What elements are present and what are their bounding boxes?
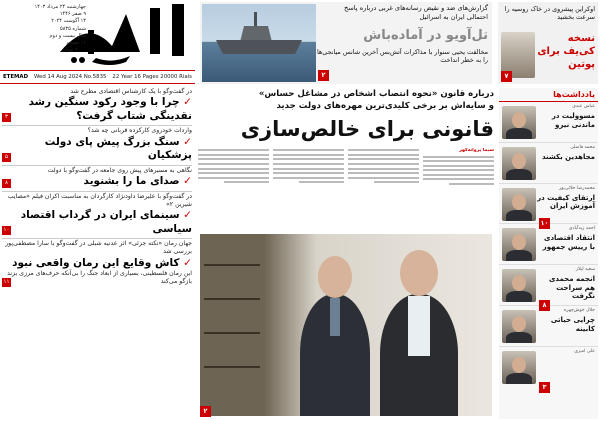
divider <box>2 165 192 166</box>
column-title[interactable]: چرایی حیاتی کابینه <box>550 315 595 333</box>
issue-info-right: 22 Year 16 Pages 20000 Rials <box>112 74 192 80</box>
page-badge: ۸ <box>2 179 11 188</box>
page-badge: ۱۱ <box>3 278 10 285</box>
main-photo <box>200 234 492 416</box>
brand-latin: ETEMAD <box>3 74 29 80</box>
left-column <box>2 88 192 419</box>
column-title[interactable]: انجمه محمدی هم سراحت نگرفت <box>549 275 595 301</box>
masthead <box>0 0 195 86</box>
column-title[interactable]: مسوولیت در ماندنی نیرو <box>551 112 595 129</box>
story-headline[interactable]: ✓ کاش وقایع این رمان واقعی نبود <box>12 256 192 269</box>
columnist-item[interactable] <box>499 102 598 143</box>
page-badge: ۳ <box>2 113 11 122</box>
top-teaser[interactable] <box>200 2 492 84</box>
columnist-item[interactable] <box>499 224 598 265</box>
columnists-title: یادداشت‌ها <box>499 88 598 102</box>
columnist-item[interactable] <box>499 143 598 184</box>
issue-info-left: Wed 14 Aug 2024 No.5835 <box>34 74 107 80</box>
date-line: شماره ۵۸۳۵ <box>60 25 86 32</box>
story-headline[interactable]: ✓ صدای ما را بشنوید <box>83 174 192 187</box>
date-line: ۹ صفر ۱۴۴۶ <box>59 11 86 18</box>
story-headline[interactable]: ✓ سینمای ایران در گرداب اقتصاد سیاسی <box>20 208 192 235</box>
story-cinema[interactable] <box>2 193 192 238</box>
date-line: ۱۶ صفحه <box>66 40 86 47</box>
column-title[interactable]: ارتقای کیفیت در آموزش ایران <box>537 193 595 211</box>
page-badge: ۳ <box>539 382 550 393</box>
columnist-portrait <box>502 106 536 139</box>
story-lede: در گفت‌وگو با یک کارشناس اقتصادی مطرح شد <box>70 88 192 95</box>
page-badge: ۱۰ <box>540 219 549 227</box>
ukraine-lede: اوکراین پیشروی در خاک روسیه را سرعت بخشید <box>504 5 595 22</box>
columnist-portrait <box>502 351 536 384</box>
columnist-name: احمد زیدآبادی <box>568 226 595 232</box>
teaser-headline[interactable]: تل‌آویو در آماده‌باش <box>363 28 488 43</box>
story-lede: نگاهی به مسیرهای پیش روی جامعه در گفت‌وگو با دولت <box>47 166 192 174</box>
ukraine-teaser[interactable] <box>498 2 598 84</box>
story-headline[interactable]: ✓ سنگ بزرگ پیش پای دولت پزشکیان <box>44 135 192 162</box>
columnist-portrait <box>502 147 536 180</box>
main-body <box>198 148 494 210</box>
body-column <box>198 148 269 210</box>
issue-bar <box>0 70 195 84</box>
story-pezeshkian[interactable] <box>2 127 192 163</box>
columnist-name: جلال خوش‌چهره <box>563 307 595 313</box>
page-badge: ۵ <box>2 153 11 162</box>
columnists-panel <box>499 88 598 419</box>
divider <box>2 191 192 192</box>
story-lede: واردات خودروی کارکرده قربانی چه شد؟ <box>87 127 192 135</box>
story-headline[interactable]: ✓ چرا با وجود رکود سنگین رشد نقدینگی شتاب گرفت؟ <box>28 96 192 122</box>
body-column <box>273 148 344 210</box>
check-icon: ✓ <box>179 135 192 148</box>
columnist-name: محمدرضا جلائی‌پور <box>558 185 595 191</box>
dateline <box>6 4 86 54</box>
divider <box>2 125 192 126</box>
column-title[interactable]: انتقاد اقتصادی با رییس جمهور <box>542 234 595 251</box>
body-column <box>423 148 494 210</box>
page-badge: ۲ <box>318 70 329 81</box>
columnist-portrait <box>502 269 536 302</box>
page-badge: ۷ <box>501 71 512 82</box>
columnist-item[interactable] <box>499 306 598 347</box>
page-badge: ۸ <box>539 300 550 311</box>
date-line: چهارشنبه ۲۴ مرداد ۱۴۰۳ <box>34 4 86 10</box>
body-column <box>348 148 419 210</box>
story-lede: در گفت‌وگو با علیرضا داودنژاد کارگردان به مناسبت اکران فیلم «مصایب شیرین ۲» <box>7 192 192 208</box>
main-headline[interactable]: قانونی برای خالص‌سازی <box>240 117 494 141</box>
columnist-portrait <box>502 188 536 221</box>
story-lede: جهان رمان «نکته جزئی» اثر عدنیه شبلی در گفت‌وگو با سارا مصطفی‌پور بررسی شد <box>5 240 192 256</box>
column-title[interactable]: مجاهدین بکشند <box>542 152 595 161</box>
main-lede-2: و سایه‌اش بر برخی کلیدی‌ترین مهره‌های دولت جدید <box>276 101 494 111</box>
main-lede-1: درباره قانون «نحوه انتصاب اشخاص در مشاغل حساس» <box>258 89 494 99</box>
date-line: سال بیست و دوم <box>49 32 86 39</box>
teaser-subhead: مخالفت یحیی سنوار با مذاکرات آتش‌بس آخرین شانس میانجی‌ها را به خطر انداخت <box>316 48 488 65</box>
story-liquidity[interactable] <box>2 88 192 124</box>
columnist-name: محمد فاضلی <box>570 144 595 150</box>
check-icon: ✓ <box>179 208 192 221</box>
ukraine-headline[interactable]: نسخه کی‌یف برای پوتین <box>537 33 595 70</box>
date-line: ۱۴ آگوست ۲۰۲۴ <box>51 18 86 25</box>
date-line: ۲۰۰۰ تومان <box>61 47 86 54</box>
check-icon: ✓ <box>179 174 192 187</box>
page-badge: ۱۰ <box>3 227 10 234</box>
columnist-portrait <box>502 310 536 343</box>
teaser-lede: گزارش‌های ضد و نقیض رسانه‌های غربی درباره پاسخ احتمالی ایران به اسرائیل <box>343 4 488 21</box>
story-hear-us[interactable] <box>2 167 192 190</box>
page-badge: ۲ <box>200 406 211 417</box>
check-icon: ✓ <box>179 256 192 269</box>
columnist-name: سعید لیلاز <box>575 267 595 273</box>
columnist-name: علی امیری <box>574 348 595 354</box>
story-tail: این رمان فلسطینی، بسیاری از ابعاد جنگ را بی‌آنکه حرف‌های مرزی بزند بازگو می‌کند <box>7 270 192 286</box>
columnist-name: عباس عبدی <box>572 104 595 109</box>
main-story[interactable] <box>198 88 494 419</box>
story-novel[interactable] <box>2 240 192 287</box>
warship-photo <box>202 4 316 82</box>
check-icon: ✓ <box>179 96 192 109</box>
columnist-portrait <box>502 228 536 261</box>
byline: سیما پروانه‌گهر <box>459 148 494 153</box>
